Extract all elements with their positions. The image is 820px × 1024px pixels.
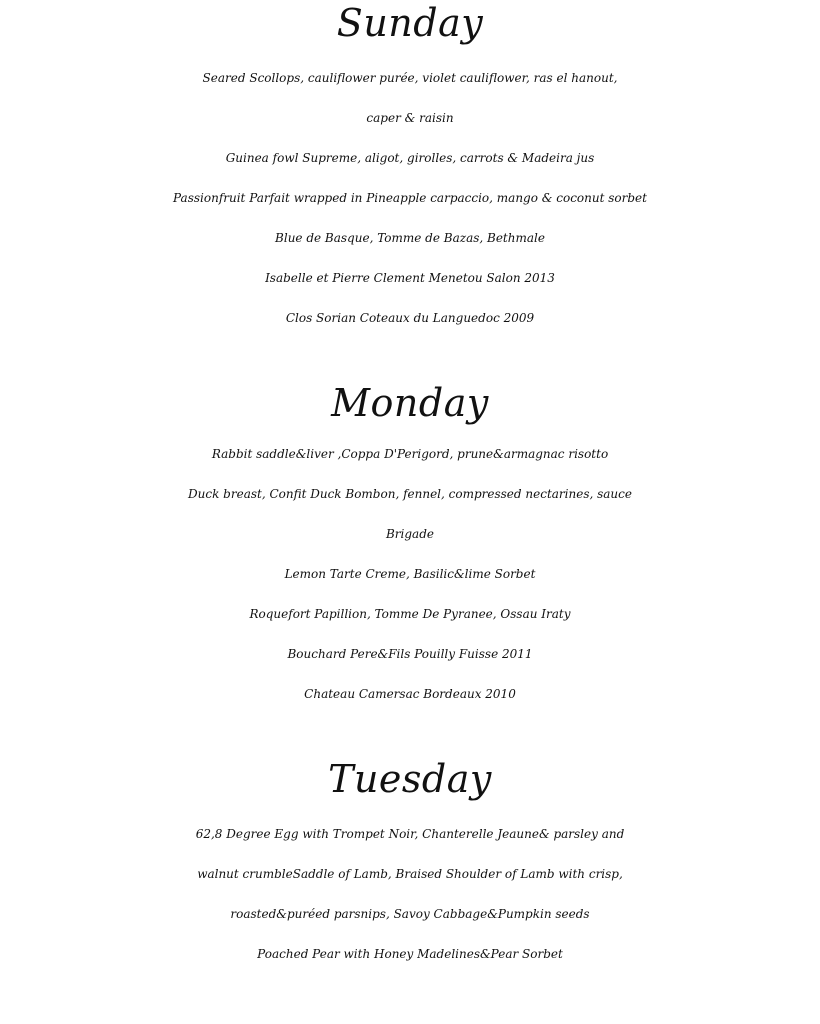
menu-line: Isabelle et Pierre Clement Menetou Salon 2013 bbox=[265, 271, 555, 285]
menu-line: Lemon Tarte Creme, Basilic&lime Sorbet bbox=[284, 567, 536, 581]
menu-line: Poached Pear with Honey Madelines&Pear Sorbet bbox=[257, 947, 563, 961]
menu-line: Seared Scollops, cauliflower purée, violet cauliflower, ras el hanout, bbox=[202, 71, 618, 85]
menu-line: Clos Sorian Coteaux du Languedoc 2009 bbox=[285, 311, 535, 325]
menu-line: caper & raisin bbox=[366, 111, 454, 125]
menu-line: walnut crumbleSaddle of Lamb, Braised Shoulder of Lamb with crisp, bbox=[197, 867, 623, 881]
menu-line: Guinea fowl Supreme, aligot, girolles, carrots & Madeira jus bbox=[225, 151, 595, 165]
day-section-monday bbox=[0, 338, 820, 714]
menu-line: Duck breast, Confit Duck Bombon, fennel, compressed nectarines, sauce bbox=[188, 487, 632, 501]
menu-line: roasted&puréed parsnips, Savoy Cabbage&Pumpkin seeds bbox=[230, 907, 590, 921]
menu-line: Roquefort Papillion, Tomme De Pyranee, Ossau Iraty bbox=[249, 607, 571, 621]
day-section-tuesday bbox=[0, 714, 820, 974]
day-section-sunday bbox=[0, 0, 820, 338]
menu-line: Rabbit saddle&liver ,Coppa D'Perigord, prune&armagnac risotto bbox=[211, 447, 609, 461]
menu-line: 62,8 Degree Egg with Trompet Noir, Chanterelle Jeaune& parsley and bbox=[195, 827, 625, 841]
menu-line: Chateau Camersac Bordeaux 2010 bbox=[304, 687, 516, 701]
menu-line: Passionfruit Parfait wrapped in Pineapple carpaccio, mango & coconut sorbet bbox=[173, 191, 647, 205]
day-title: Sunday bbox=[336, 1, 484, 45]
menu-line: Bouchard Pere&Fils Pouilly Fuisse 2011 bbox=[287, 647, 533, 661]
menu-line: Blue de Basque, Tomme de Bazas, Bethmale bbox=[275, 231, 545, 245]
day-title: Monday bbox=[331, 381, 489, 425]
menu-line: Brigade bbox=[385, 527, 434, 541]
day-title: Tuesday bbox=[328, 757, 492, 801]
